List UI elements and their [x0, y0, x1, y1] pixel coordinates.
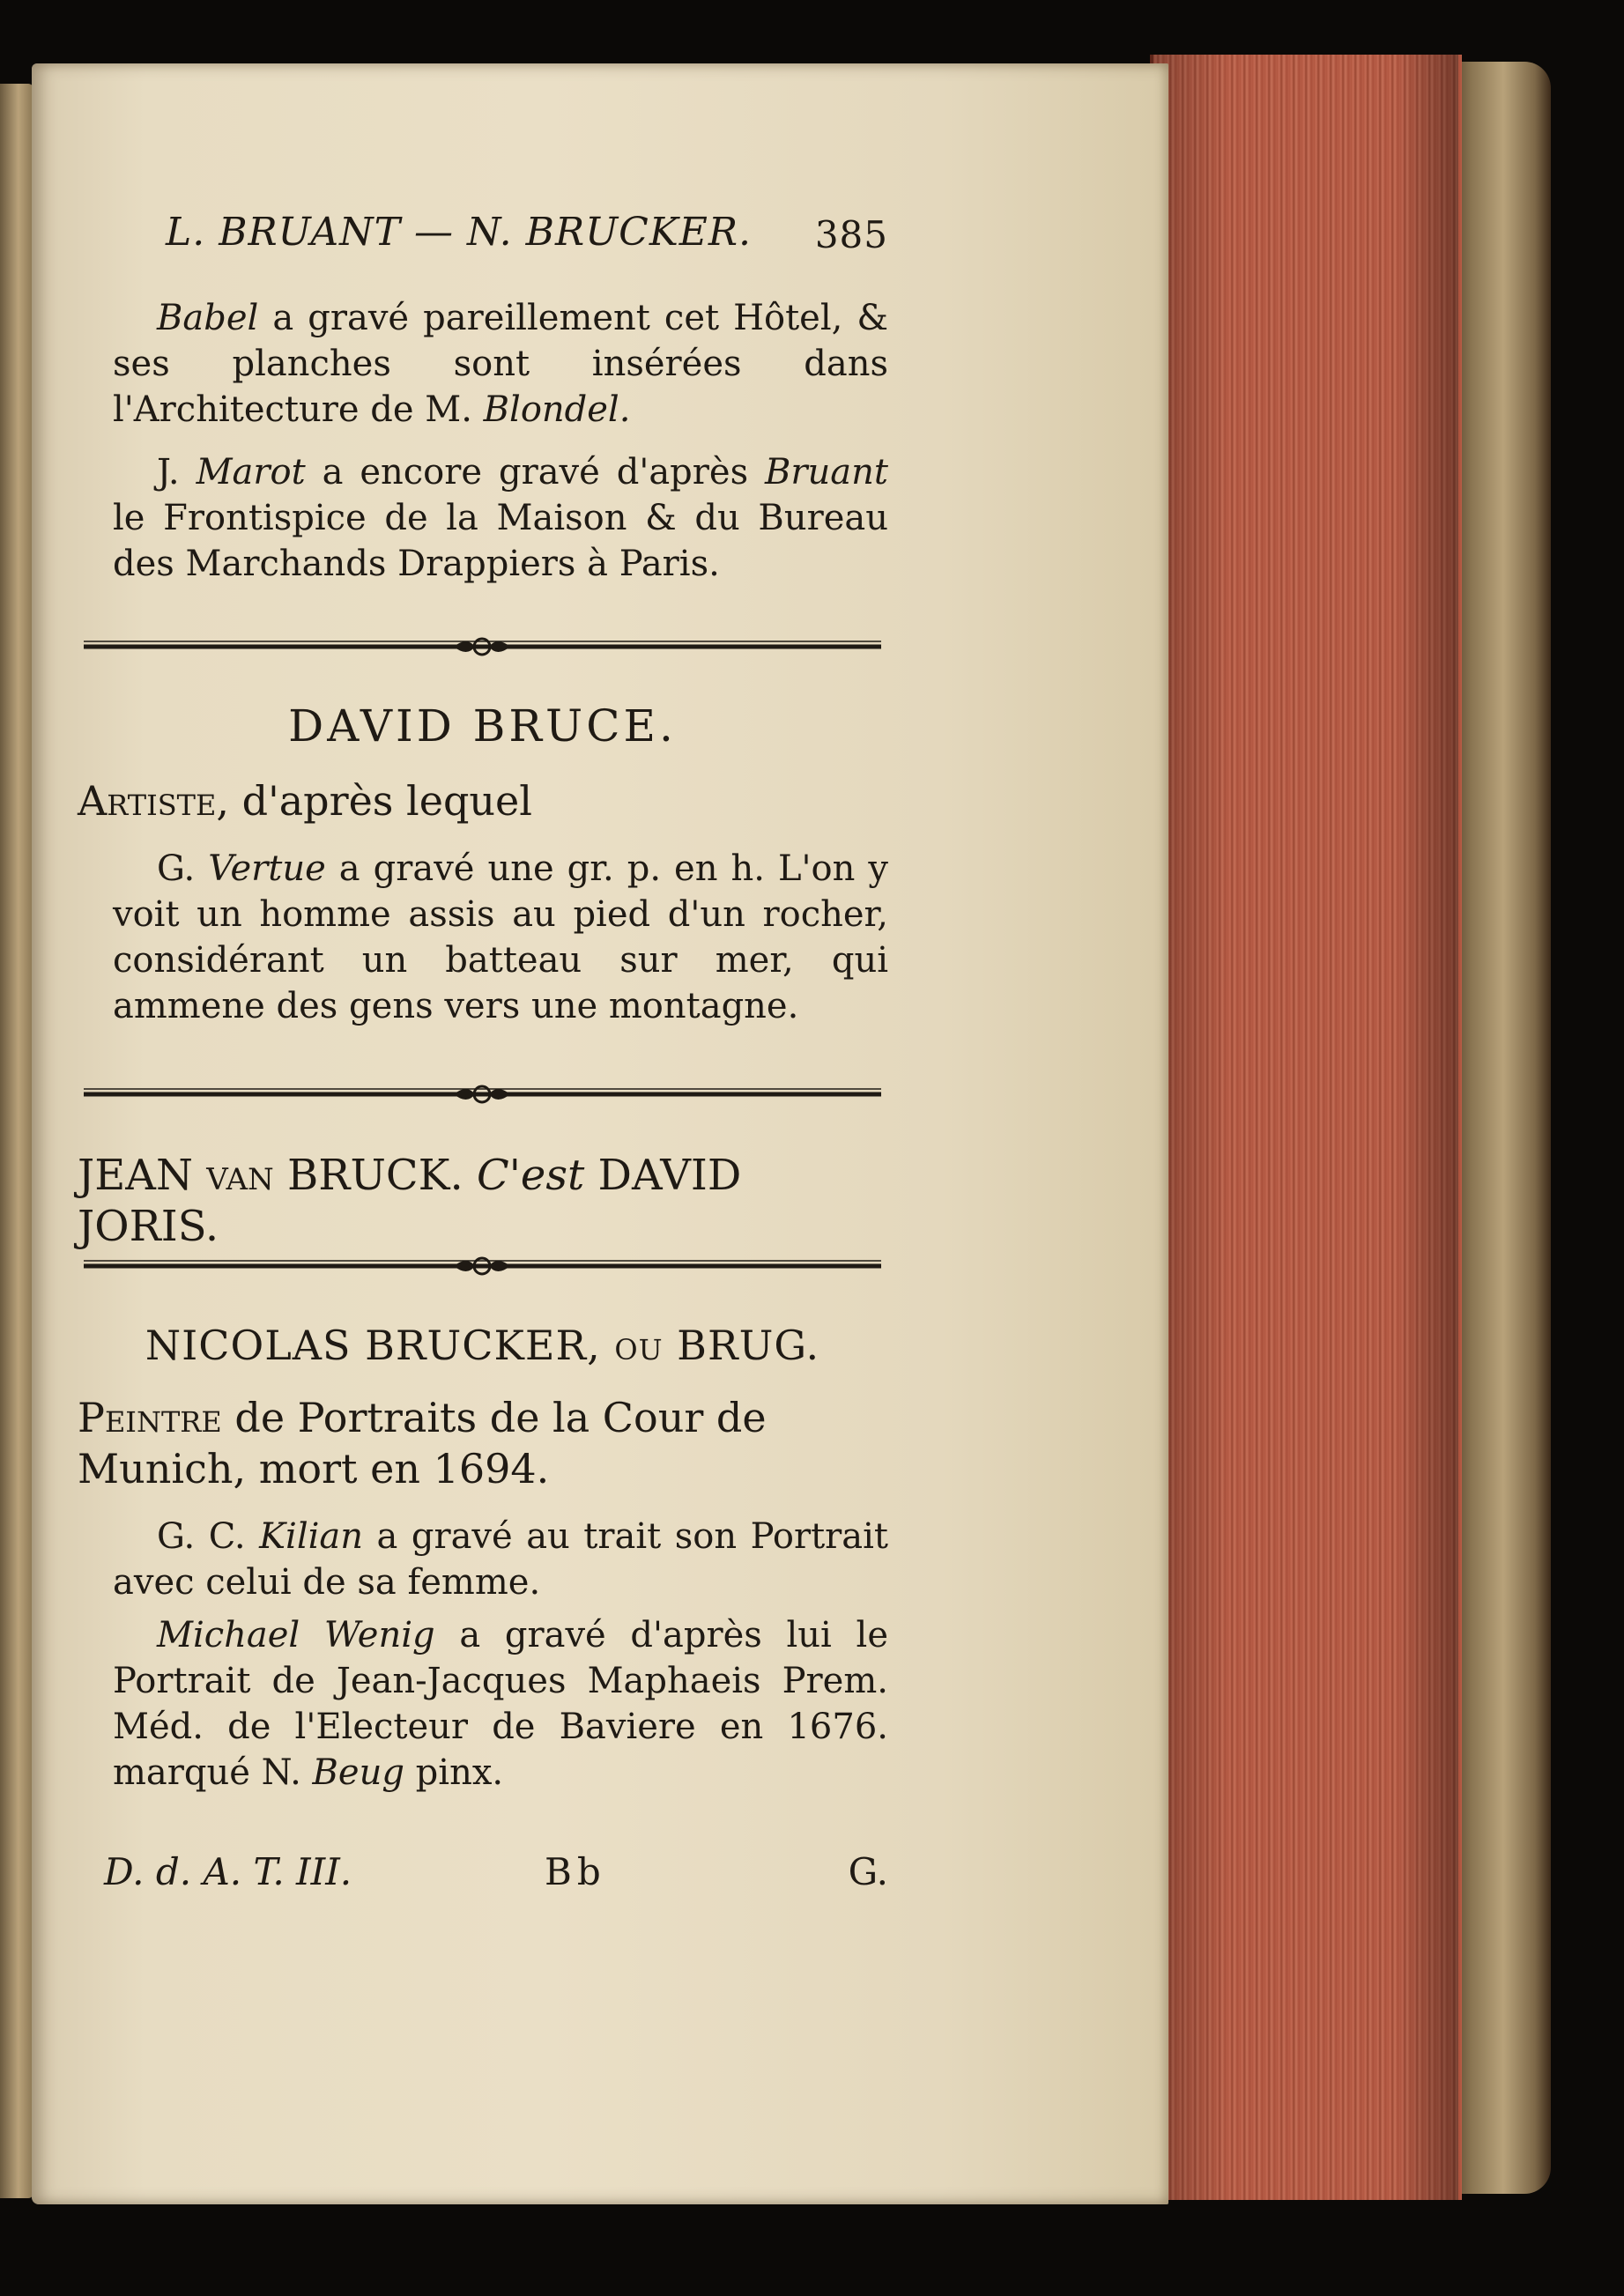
entry-lead-artiste: Artiste, d'après lequel	[78, 777, 532, 825]
entry-heading-david-bruce: DAVID BRUCE.	[288, 700, 677, 752]
signature-mark: Bb	[545, 1850, 606, 1893]
name-beug: Beug	[312, 1752, 404, 1793]
ornamental-rule	[84, 1255, 881, 1277]
running-head	[104, 210, 888, 263]
ornamental-rule	[84, 1084, 881, 1105]
paragraph-marot: J. Marot a encore gravé d'après Bruant le Frontispice de la Maison & du Bureau des Marchands Drappiers à Paris.	[113, 452, 888, 584]
entry-lead-peintre: Peintre de Portraits de la Cour de Munich, mort en 1694.	[78, 1394, 767, 1492]
name-marot: Marot	[196, 452, 306, 493]
name-kilian: Kilian	[259, 1516, 364, 1557]
paragraph-vertue: G. Vertue a gravé une gr. p. en h. L'on y voit un homme assis au pied d'un rocher, considérant un batteau sur mer, qui ammene des gens vers une montagne.	[113, 848, 888, 1026]
page-number: 385	[814, 213, 888, 256]
name-vertue: Vertue	[208, 848, 326, 889]
entry-jean-van-bruck: JEAN van BRUCK. C'est DAVID JORIS.	[78, 1151, 742, 1251]
name-michael-wenig: Michael Wenig	[157, 1615, 435, 1655]
ornamental-rule	[84, 636, 881, 657]
fore-edge-shading	[1150, 55, 1458, 2200]
signature-line	[104, 1850, 888, 1903]
volume-mark: D. d. A. T. III.	[104, 1850, 352, 1893]
entry-heading-nicolas-brucker: NICOLAS BRUCKER, ou BRUG.	[145, 1322, 820, 1369]
paragraph-kilian: G. C. Kilian a gravé au trait son Portrait avec celui de sa femme.	[113, 1516, 888, 1603]
running-head-title: L. BRUANT — N. BRUCKER.	[166, 210, 752, 255]
paragraph-babel: Babel a gravé pareillement cet Hôtel, & ses planches sont insérées dans l'Architecture de M. Blondel.	[113, 298, 888, 430]
paragraph-wenig: Michael Wenig a gravé d'après lui le Portrait de Jean-Jacques Maphaeis Prem. Méd. de l'Electeur de Baviere en 1676. marqué N. Beug pinx.	[113, 1615, 889, 1793]
name-babel: Babel	[157, 298, 259, 338]
name-blondel: Blondel.	[483, 389, 631, 430]
name-bruant: Bruant	[765, 452, 888, 493]
facing-page-edge	[0, 84, 33, 2198]
gathering-mark: G.	[848, 1850, 888, 1893]
